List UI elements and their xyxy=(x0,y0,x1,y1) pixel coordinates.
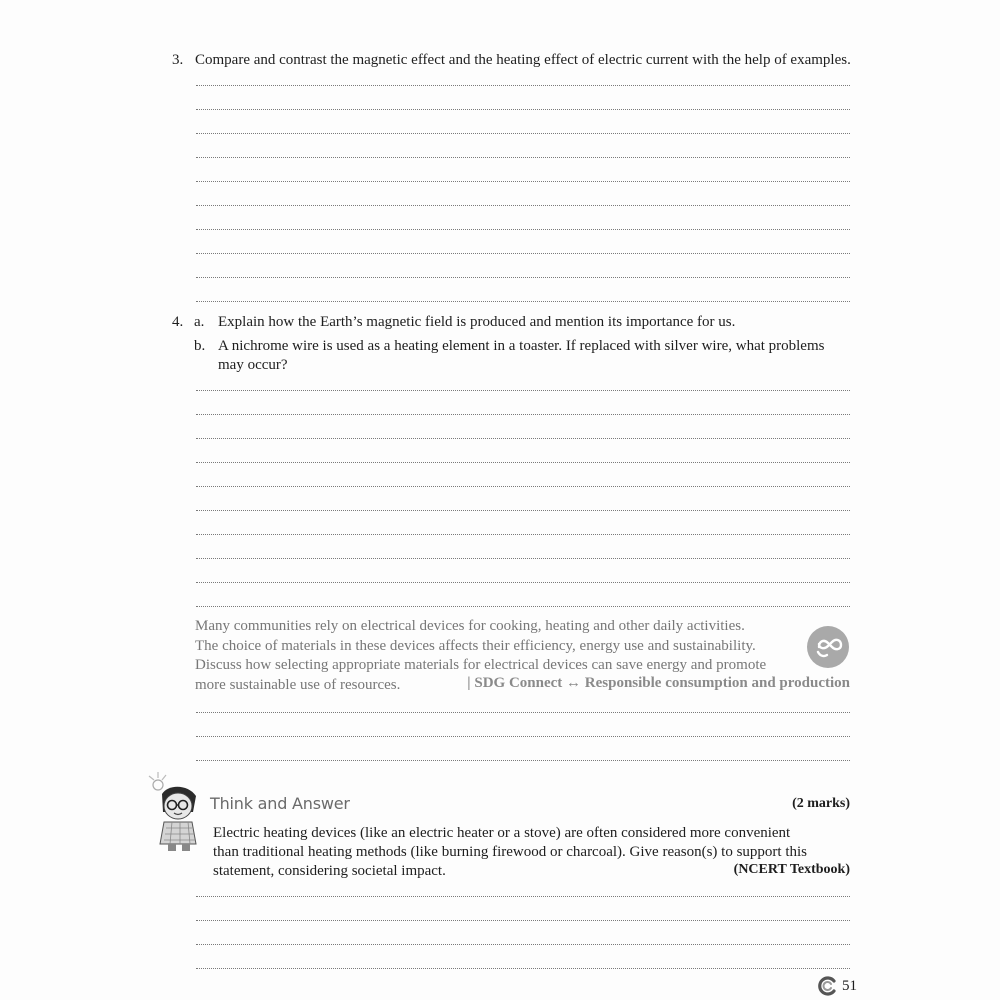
question-4-number: 4. xyxy=(172,314,184,330)
answer-line[interactable] xyxy=(196,760,850,761)
answer-line[interactable] xyxy=(196,229,850,230)
page-number: 51 xyxy=(842,978,857,994)
question-3-text: Compare and contrast the magnetic effect and the heating effect of electric current with the help of examples. xyxy=(195,52,851,68)
answer-line[interactable] xyxy=(196,390,850,391)
answer-line[interactable] xyxy=(196,486,850,487)
answer-line[interactable] xyxy=(196,712,850,713)
question-4a-label: a. xyxy=(194,314,205,330)
sdg-connect-tag: | SDG Connect ↔ Responsible consumption and production xyxy=(467,675,850,691)
answer-line[interactable] xyxy=(196,157,850,158)
answer-line[interactable] xyxy=(196,558,850,559)
answer-line[interactable] xyxy=(196,414,850,415)
answer-line[interactable] xyxy=(196,968,850,969)
answer-line[interactable] xyxy=(196,133,850,134)
answer-line[interactable] xyxy=(196,582,850,583)
question-4b-text-line2: may occur? xyxy=(218,357,288,373)
think-line-2: than traditional heating methods (like burning firewood or charcoal). Give reason(s) to support this xyxy=(213,844,808,860)
answer-line[interactable] xyxy=(196,534,850,535)
recycle-loop-icon xyxy=(807,626,849,668)
sdg-line-4: more sustainable use of resources. xyxy=(195,676,401,693)
answer-line[interactable] xyxy=(196,896,850,897)
sdg-line-3: Discuss how selecting appropriate materials for electrical devices can save energy and promote xyxy=(195,657,767,673)
answer-line[interactable] xyxy=(196,277,850,278)
sdg-line-2: The choice of materials in these devices affects their efficiency, energy use and sustainability. xyxy=(195,637,756,654)
answer-line[interactable] xyxy=(196,181,850,182)
answer-line[interactable] xyxy=(196,438,850,439)
answer-line[interactable] xyxy=(196,736,850,737)
answer-line[interactable] xyxy=(196,920,850,921)
question-4b-label: b. xyxy=(194,338,206,354)
publisher-logo-icon xyxy=(818,976,838,996)
think-and-answer-heading: Think and Answer xyxy=(210,794,350,813)
answer-line[interactable] xyxy=(196,462,850,463)
marks-label: (2 marks) xyxy=(792,796,850,811)
answer-line[interactable] xyxy=(196,301,850,302)
sdg-line-1: Many communities rely on electrical devices for cooking, heating and other daily activities. xyxy=(195,618,745,634)
student-mascot-icon xyxy=(146,770,206,852)
answer-line[interactable] xyxy=(196,944,850,945)
answer-line[interactable] xyxy=(196,253,850,254)
think-line-1: Electric heating devices (like an electric heater or a stove) are often considered more convenient xyxy=(213,825,791,841)
question-4b-text-line1: A nichrome wire is used as a heating element in a toaster. If replaced with silver wire, what problems xyxy=(218,338,825,354)
source-label: (NCERT Textbook) xyxy=(733,862,850,877)
answer-line[interactable] xyxy=(196,510,850,511)
answer-line[interactable] xyxy=(196,205,850,206)
question-3-number: 3. xyxy=(172,52,184,68)
answer-line[interactable] xyxy=(196,606,850,607)
answer-line[interactable] xyxy=(196,85,850,86)
answer-line[interactable] xyxy=(196,109,850,110)
think-line-3: statement, considering societal impact. xyxy=(213,863,446,879)
question-4a-text: Explain how the Earth’s magnetic field is produced and mention its importance for us. xyxy=(218,314,736,330)
